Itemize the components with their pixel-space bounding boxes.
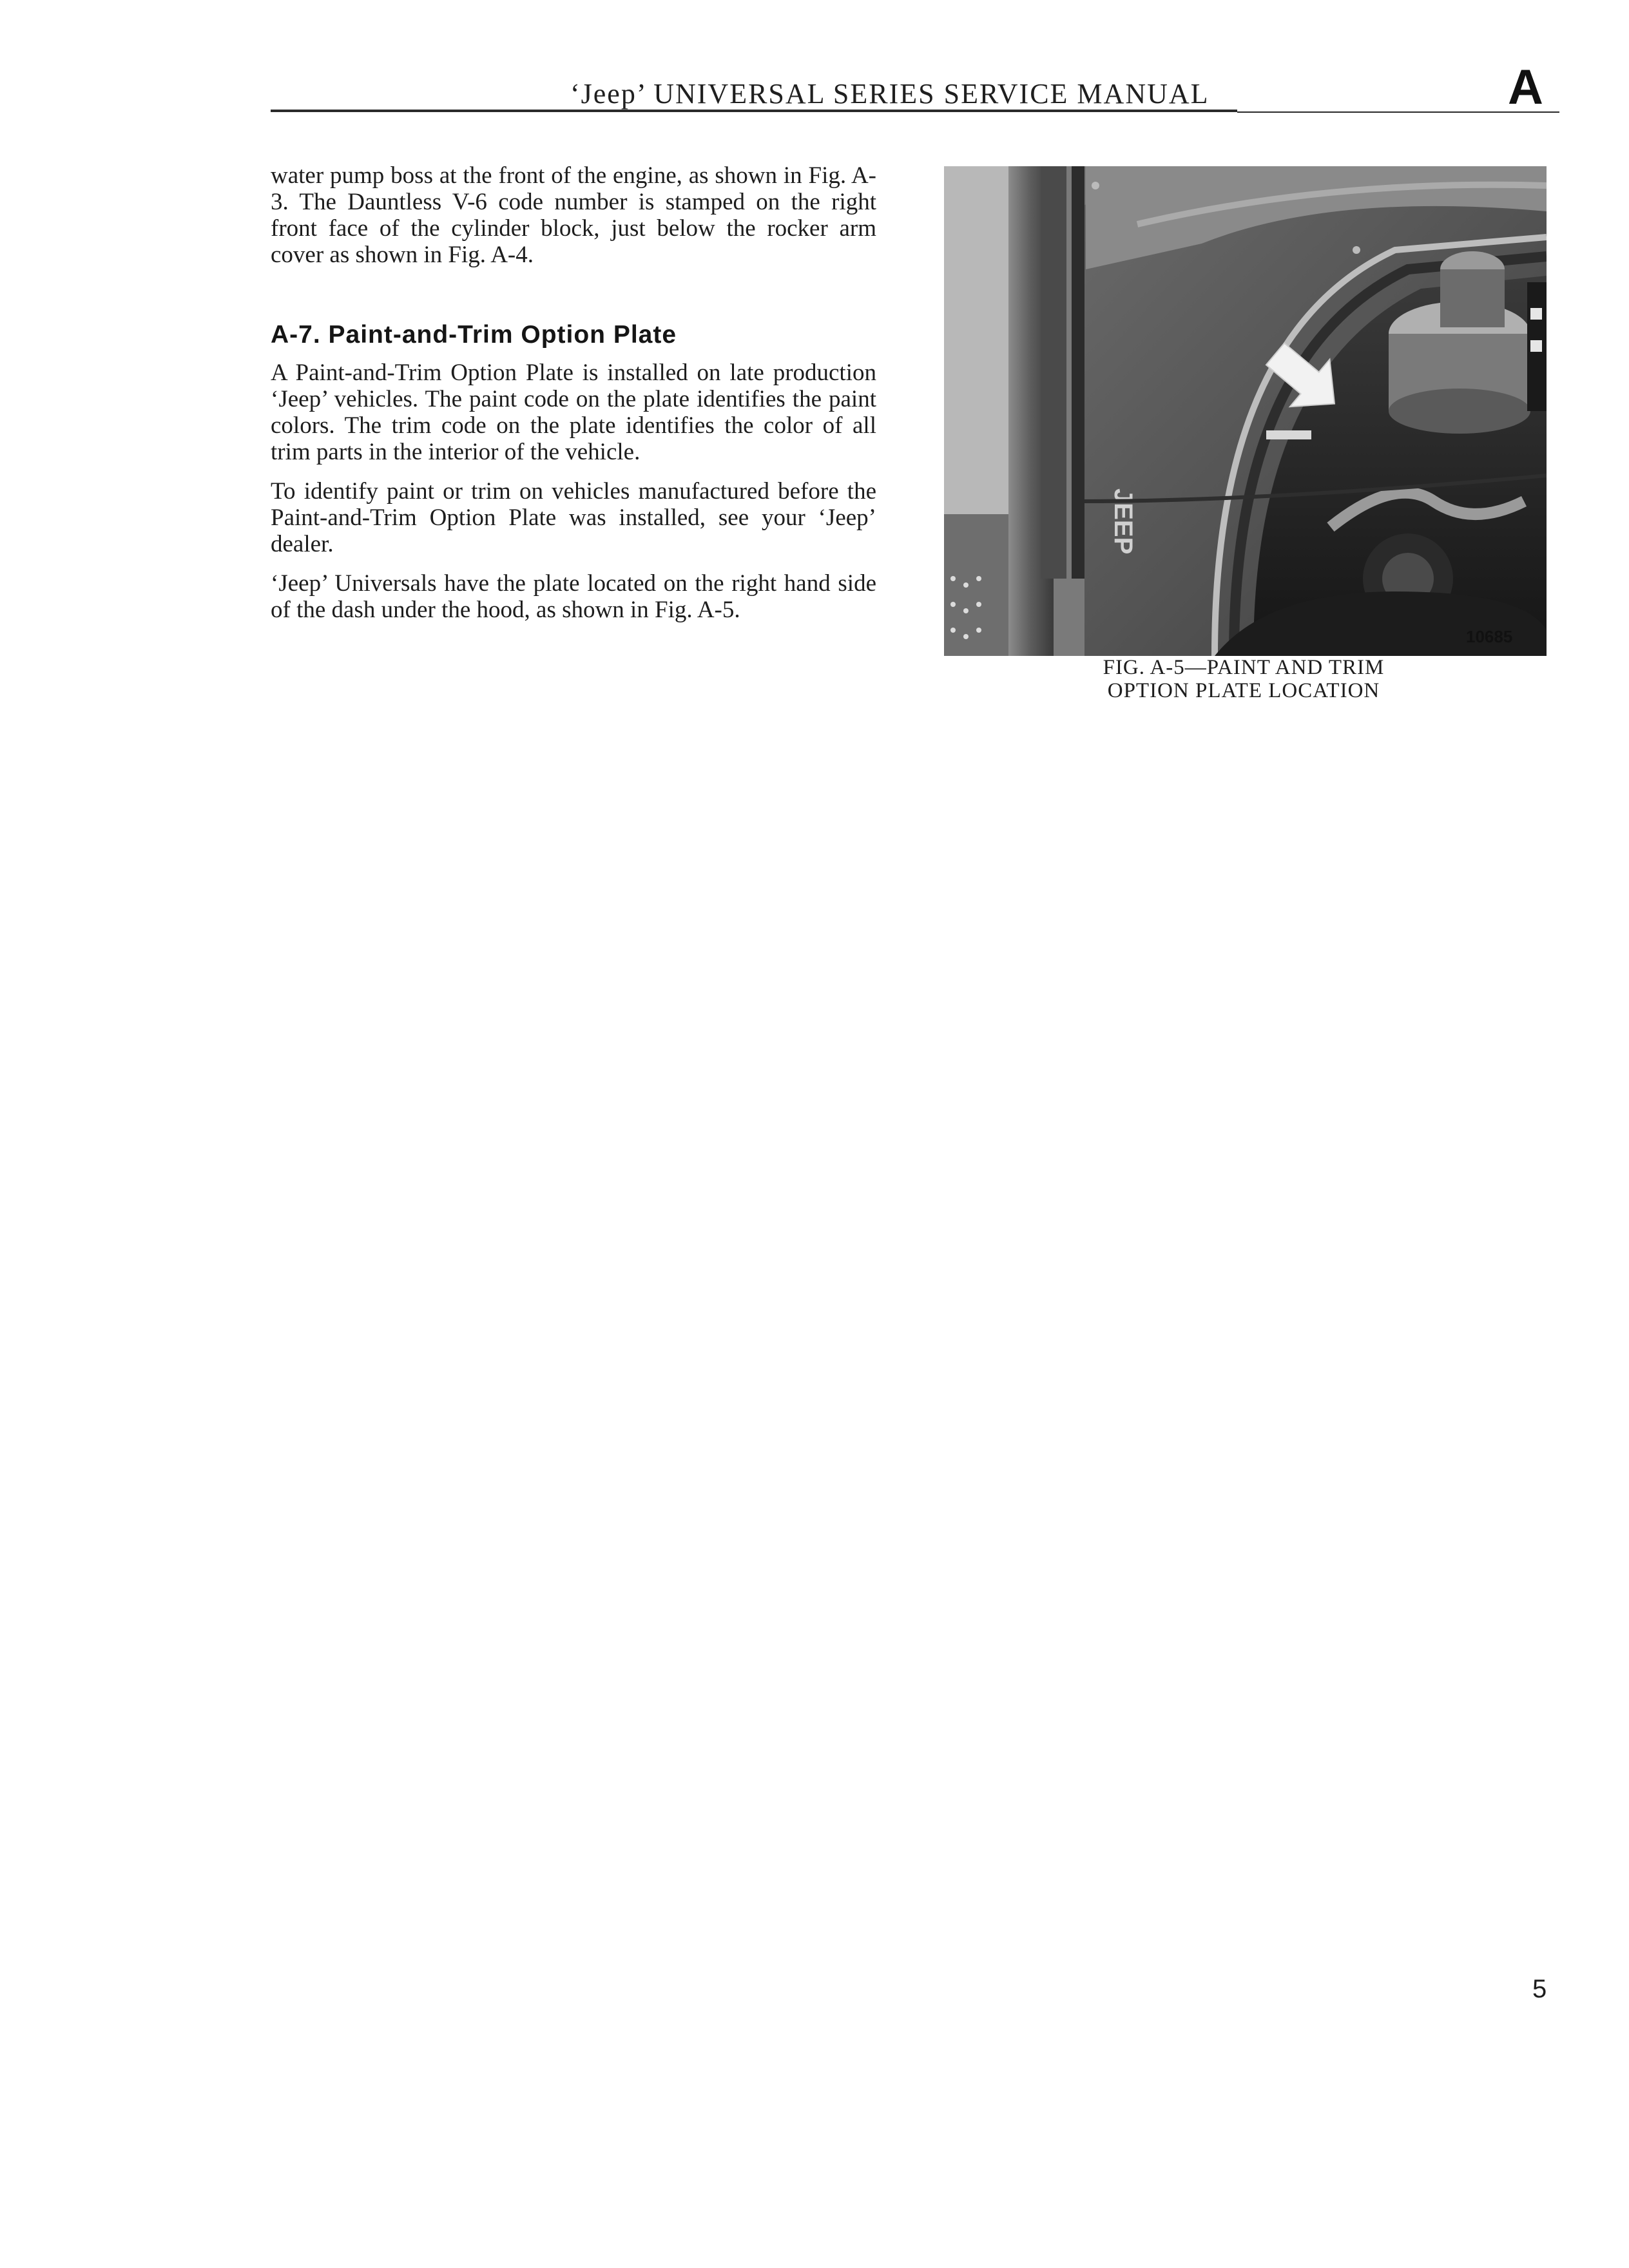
page-number: 5 bbox=[1532, 1975, 1547, 2003]
intro-paragraph: water pump boss at the front of the engine, as shown in Fig. A-3. The Dauntless V-6 code number is stamped on the right front face of the cylinder block, just below the rocker arm cover as shown in Fig. A-4. bbox=[271, 162, 876, 268]
section-letter: A bbox=[1508, 60, 1543, 115]
caption-line-2: OPTION PLATE LOCATION bbox=[1107, 679, 1380, 702]
svg-text:JEEP: JEEP bbox=[1109, 488, 1137, 555]
header-rule bbox=[271, 110, 1237, 112]
paragraph-plate-location: ‘Jeep’ Universals have the plate located on the right hand side of the dash under the hood, as shown in Fig. A-5. bbox=[271, 570, 876, 623]
figure-number: 10685 bbox=[1466, 627, 1513, 646]
section-heading: A-7. Paint-and-Trim Option Plate bbox=[271, 321, 677, 349]
paragraph-plate-description: A Paint-and-Trim Option Plate is installed on late production ‘Jeep’ vehicles. The paint code on the plate identifies the paint colors. The trim code on the plate identifies the color of all trim parts in the interior of the vehicle. bbox=[271, 360, 876, 465]
page-header bbox=[271, 0, 1559, 116]
figure-photo bbox=[944, 166, 1547, 656]
paragraph-dealer-note: To identify paint or trim on vehicles manufactured before the Paint-and-Trim Option Plate was installed, see your ‘Jeep’ dealer. bbox=[271, 478, 876, 557]
manual-title: ‘Jeep’ UNIVERSAL SERIES SERVICE MANUAL bbox=[570, 78, 1210, 110]
figure-caption bbox=[1005, 656, 1482, 702]
caption-line-1: FIG. A-5—PAINT AND TRIM bbox=[1103, 656, 1385, 679]
jeep-dash-photo bbox=[944, 166, 1547, 656]
text-column bbox=[271, 162, 876, 636]
